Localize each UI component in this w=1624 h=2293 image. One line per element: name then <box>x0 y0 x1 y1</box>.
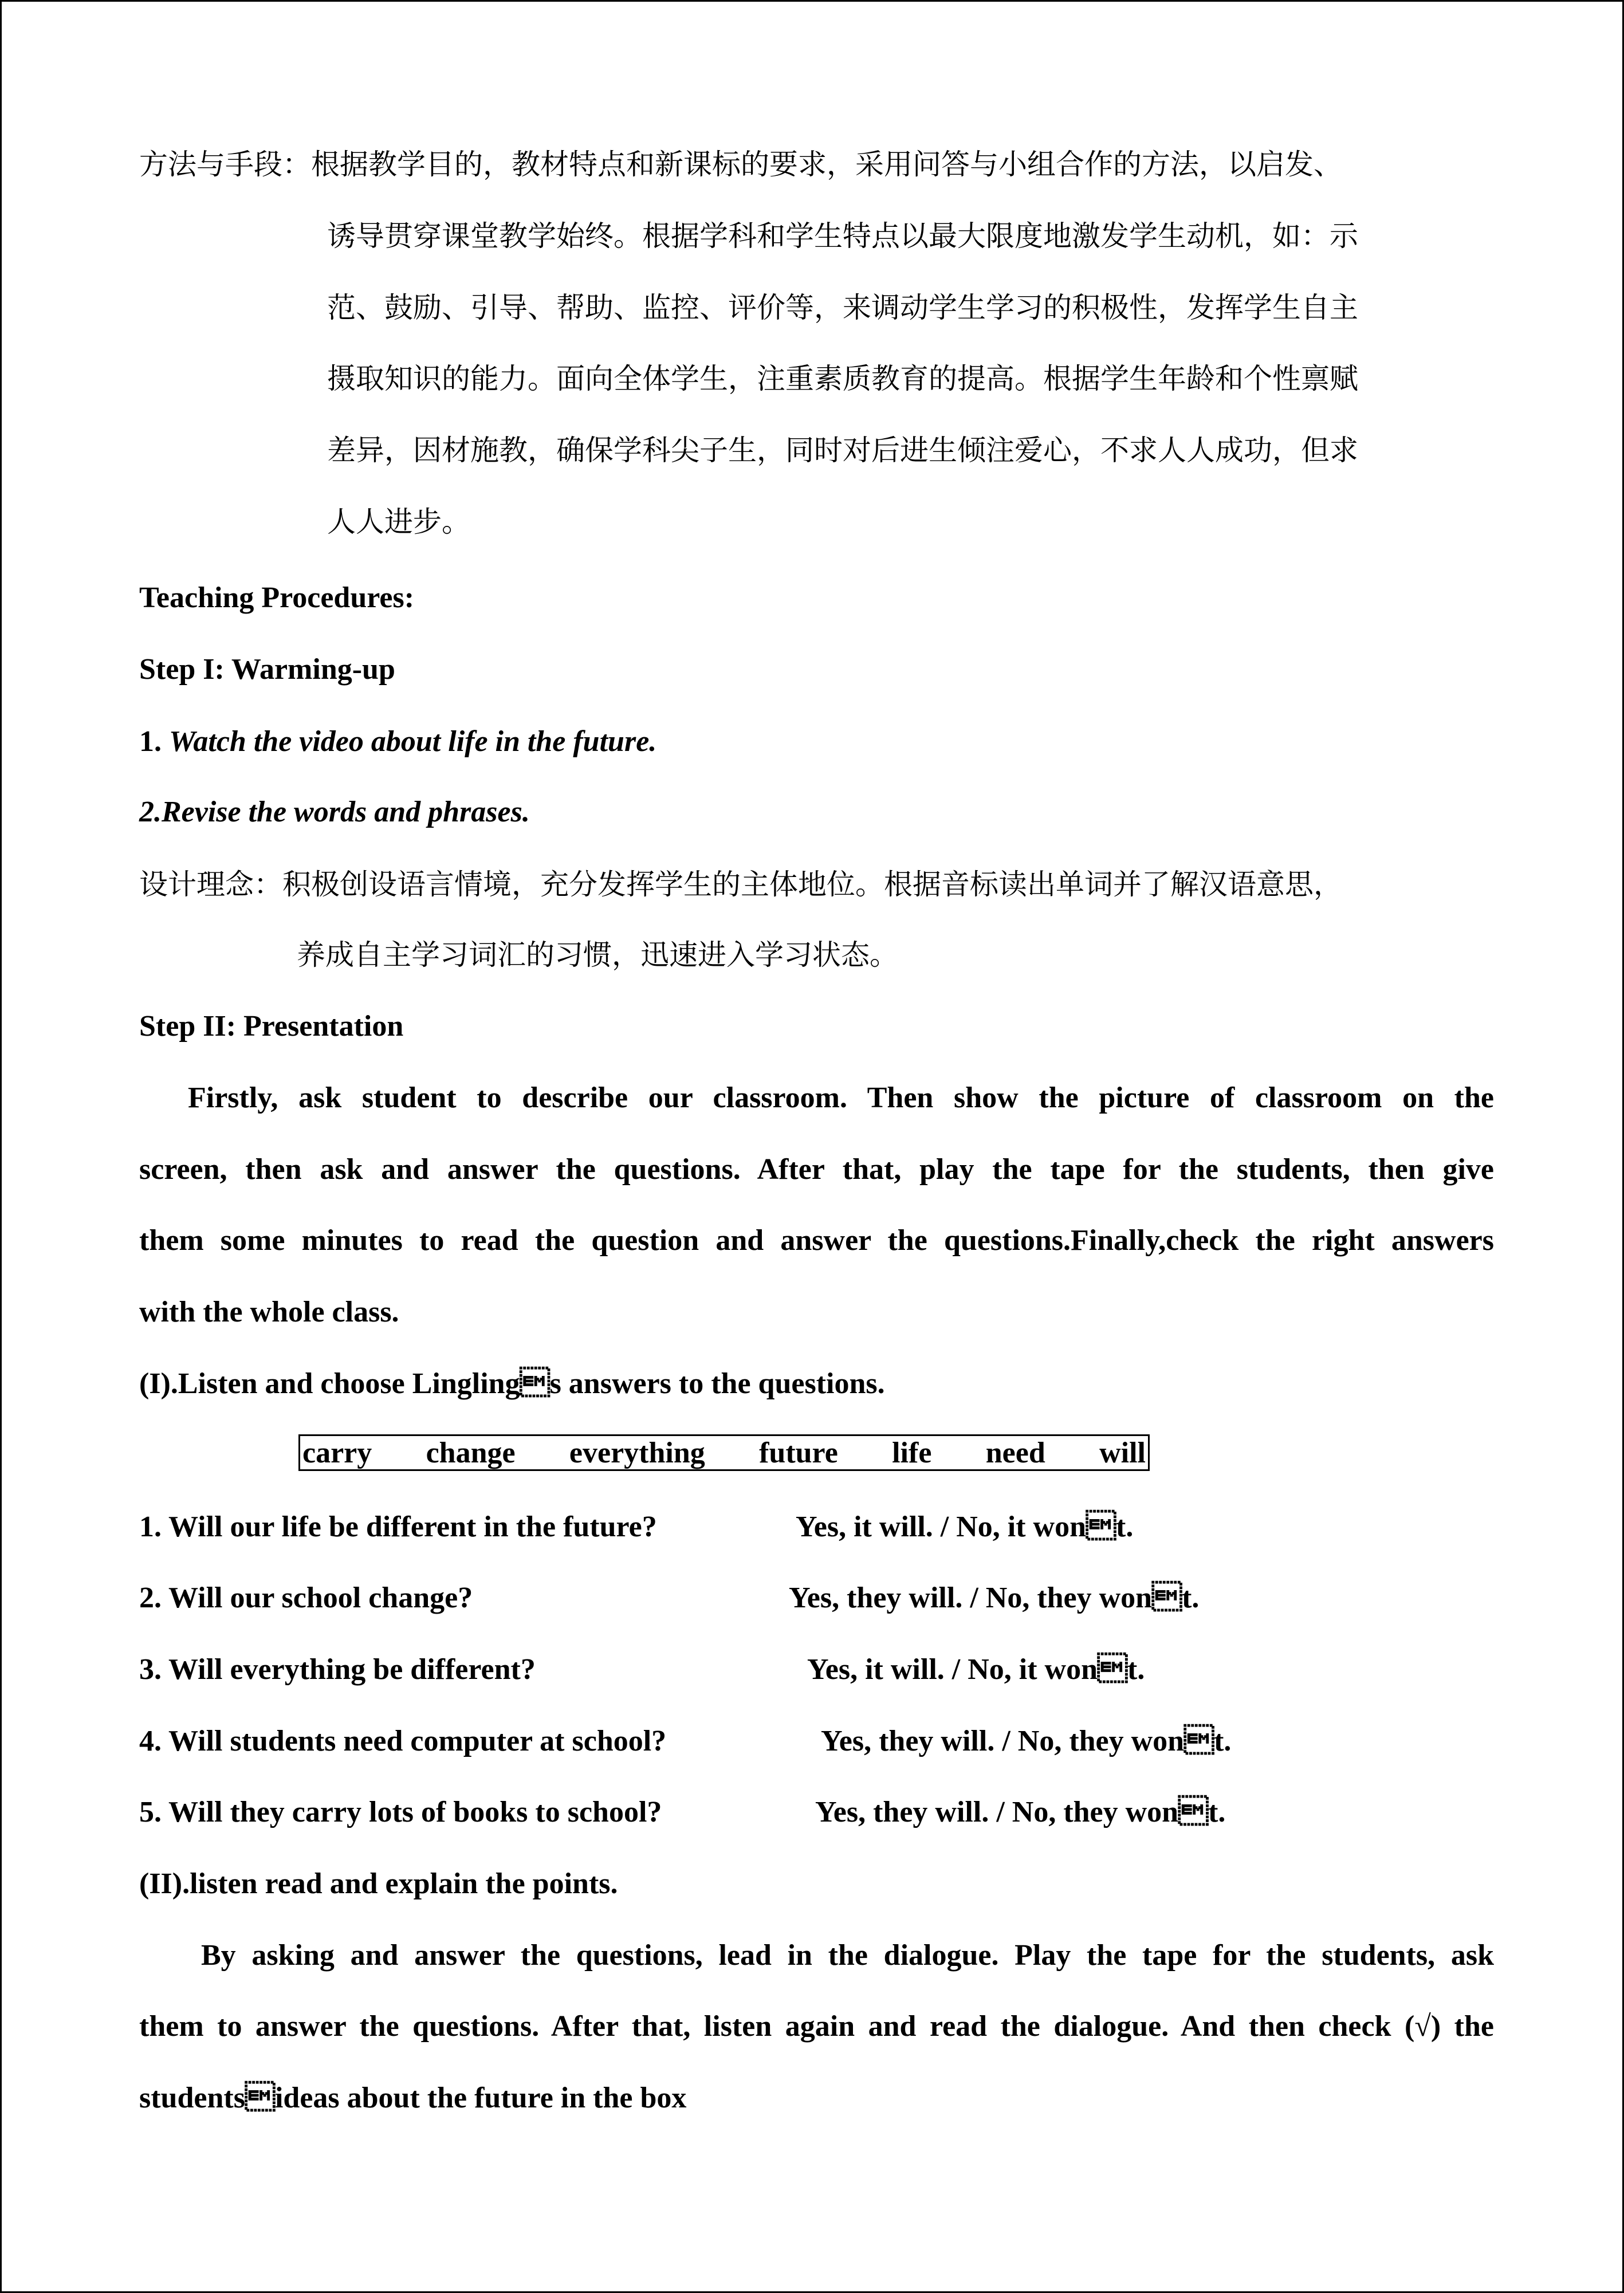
part2-heading: (II).listen read and explain the points. <box>139 1867 618 1900</box>
question-2: 2. Will our school change? <box>139 1582 473 1614</box>
methods-line-1 <box>139 147 1342 182</box>
step1-item-1 <box>139 724 656 759</box>
word-box-word: future <box>759 1436 838 1469</box>
question-3: 3. Will everything be different? <box>139 1653 536 1686</box>
answer-3: Yes, it will. / No, it wont. <box>807 1653 1145 1686</box>
design-line-2: 养成自主学习词汇的习惯，迅速进入学习状态。 <box>297 938 898 972</box>
step2-para-line-1: Firstly, ask student to describe our classroom. Then show the picture of classroom on the <box>188 1081 1494 1114</box>
methods-line-4: 摄取知识的能力。面向全体学生，注重素质教育的提高。根据学生年龄和个性禀赋 <box>327 362 1358 395</box>
question-1: 1. Will our life be different in the future? <box>139 1511 657 1543</box>
methods-line-5: 差异，因材施教，确保学科尖子生，同时对后进生倾注爱心，不求人人成功，但求 <box>327 434 1358 467</box>
part2-para-line-3: studentsideas about the future in the box <box>139 2082 687 2114</box>
step1-item-1-number: 1. <box>139 725 169 758</box>
step2-para-line-2: screen, then ask and answer the questions. After that, play the tape for the students, then give <box>139 1153 1494 1186</box>
word-box <box>298 1434 1150 1471</box>
answer-1: Yes, it will. / No, it wont. <box>796 1511 1134 1543</box>
methods-line-2: 诱导贯穿课堂教学始终。根据学科和学生特点以最大限度地激发学生动机，如：示 <box>327 219 1358 253</box>
step1-heading: Step I: Warming-up <box>139 653 395 686</box>
word-box-word: will <box>1099 1436 1146 1469</box>
answer-5: Yes, they will. / No, they wont. <box>815 1796 1226 1828</box>
design-label: 设计理念： <box>139 868 282 901</box>
word-box-word: carry <box>302 1436 372 1469</box>
question-5: 5. Will they carry lots of books to school? <box>139 1796 662 1828</box>
methods-label: 方法与手段： <box>139 148 311 181</box>
design-text-1: 积极创设语言情境，充分发挥学生的主体地位。根据音标读出单词并了解汉语意思， <box>282 868 1342 901</box>
methods-line-3: 范、鼓励、引导、帮助、监控、评价等，来调动学生学习的积极性，发挥学生自主 <box>327 291 1358 324</box>
part2-para-line-1: By asking and answer the questions, lead in the dialogue. Play the tape for the students, ask <box>201 1939 1494 1972</box>
design-line-1 <box>139 867 1342 902</box>
question-4: 4. Will students need computer at school? <box>139 1725 667 1757</box>
step1-item-1-text: Watch the video about life in the future. <box>169 725 657 758</box>
word-box-word: everything <box>569 1436 705 1469</box>
methods-text-1: 根据教学目的，教材特点和新课标的要求，采用问答与小组合作的方法，以启发、 <box>311 148 1342 181</box>
word-box-word: need <box>985 1436 1045 1469</box>
answer-2: Yes, they will. / No, they wont. <box>789 1582 1200 1614</box>
answer-4: Yes, they will. / No, they wont. <box>821 1725 1232 1757</box>
part1-heading: (I).Listen and choose Linglings answers to the questions. <box>139 1367 885 1400</box>
part2-para-line-2: them to answer the questions. After that, listen again and read the dialogue. And then check (√) the <box>139 2010 1494 2043</box>
step1-item-2: 2.Revise the words and phrases. <box>139 796 530 828</box>
word-box-word: life <box>892 1436 932 1469</box>
procedures-heading: Teaching Procedures: <box>139 581 415 614</box>
step2-para-line-4: with the whole class. <box>139 1296 399 1328</box>
step2-para-line-3: them some minutes to read the question and answer the questions.Finally,check the right answers <box>139 1224 1494 1257</box>
word-box-word: change <box>426 1436 516 1469</box>
methods-line-6: 人人进步。 <box>327 505 470 538</box>
step2-heading: Step II: Presentation <box>139 1010 404 1043</box>
